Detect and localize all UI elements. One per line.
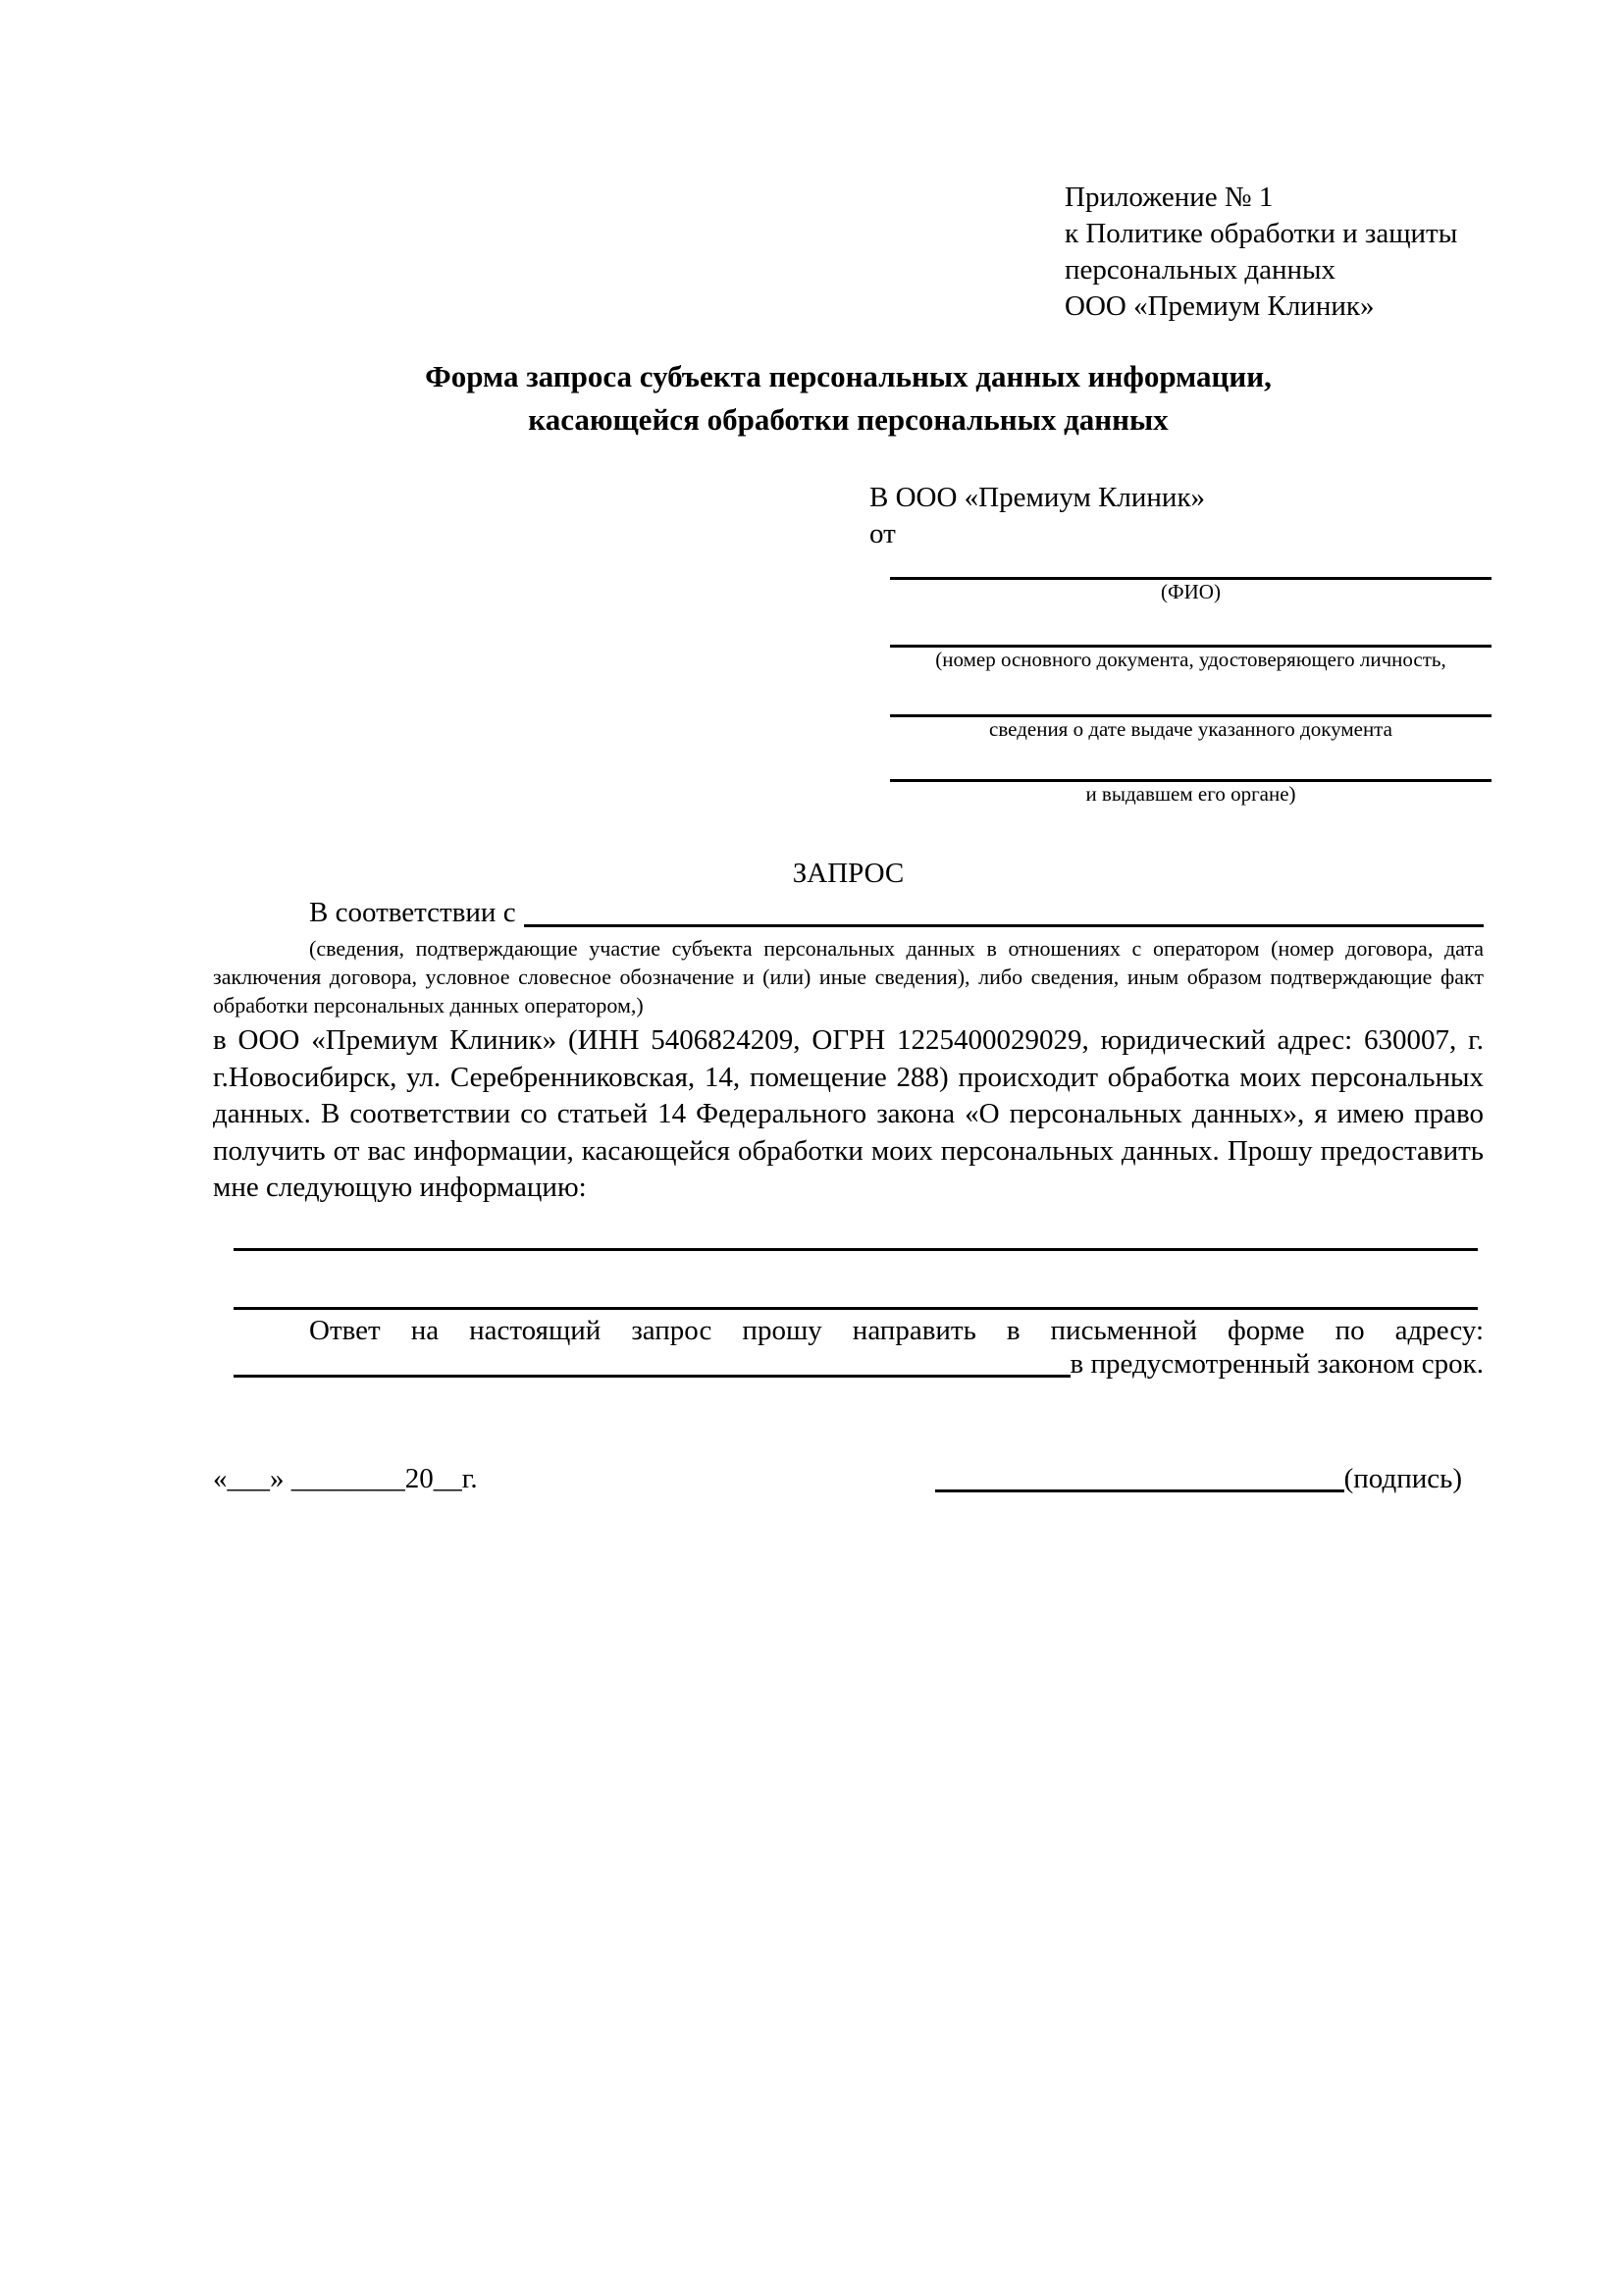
signature-group <box>935 1460 1462 1497</box>
intro-prefix: В соответствии с <box>309 897 516 928</box>
body-paragraph: в ООО «Премиум Клиник» (ИНН 5406824209, ОГРН 1225400029029, юридический адрес: 630007, г. г.Новосибирск, ул. Серебренниковская, 14, помещение 288) происходит обработка моих персональных данных. В соответствии со статьей 14 Федерального закона «О персональных данных», я имею право получить от вас информации, касающейся обработки моих персональных данных. Прошу предоставить мне следующую информацию: <box>213 1024 1484 1203</box>
issuing-authority-blank-line <box>890 742 1492 782</box>
appendix-line: к Политике обработки и защиты <box>1065 218 1458 249</box>
date-field: «___» ________20__г. <box>213 1463 478 1494</box>
issue-date-caption: сведения о дате выдаче указанного документа <box>989 717 1392 741</box>
reply-sentence: Ответ на настоящий запрос прошу направить в письменной форме по адресу: <box>309 1315 1484 1346</box>
intro-line <box>213 895 1484 931</box>
reply-address-blank-line <box>234 1346 1071 1378</box>
footer-row <box>213 1460 1484 1497</box>
addressee-fields <box>890 552 1492 807</box>
fio-caption: (ФИО) <box>1161 580 1221 603</box>
title-line-2: касающейся обработки персональных данных <box>528 402 1169 437</box>
appendix-line: персональных данных <box>1065 254 1336 286</box>
issue-date-field <box>890 672 1492 742</box>
document-title <box>213 355 1484 442</box>
appendix-line: Приложение № 1 <box>1065 182 1274 213</box>
appendix-line: ООО «Премиум Клиник» <box>1065 290 1375 322</box>
issue-date-blank-line <box>890 672 1492 717</box>
reply-address-line <box>213 1346 1484 1383</box>
addressee-to: В ООО «Премиум Клиник» <box>869 482 1206 513</box>
document-number-caption: (номер основного документа, удостоверяющего личность, <box>935 648 1446 671</box>
issuing-authority-field <box>890 742 1492 807</box>
reply-suffix: в предусмотренный законом срок. <box>1070 1348 1484 1380</box>
addressee-from-label: от <box>869 518 896 549</box>
info-blank-line-1 <box>234 1222 1478 1251</box>
document-number-blank-line <box>890 604 1492 648</box>
intro-note: (сведения, подтверждающие участие субъекта персональных данных в отношениях с оператором (номер договора, дата заключения договора, условное словесное обозначение и (или) иные сведения), либо сведения, иным образом подтверждающие факт обработки персональных данных оператором,) <box>213 936 1484 1018</box>
document-number-field <box>890 604 1492 672</box>
request-heading: ЗАПРОС <box>792 858 905 889</box>
issuing-authority-caption: и выдавшем его органе) <box>1085 782 1296 806</box>
info-blank-line-2 <box>234 1280 1478 1310</box>
signature-caption: (подпись) <box>1343 1463 1462 1494</box>
fio-blank-line <box>890 552 1492 580</box>
intro-blank-line <box>524 895 1484 927</box>
fio-field <box>890 552 1492 604</box>
title-line-1: Форма запроса субъекта персональных данных информации, <box>425 359 1272 393</box>
appendix-block <box>1065 180 1457 325</box>
signature-blank-line <box>935 1460 1344 1492</box>
addressee-block <box>869 480 1492 807</box>
